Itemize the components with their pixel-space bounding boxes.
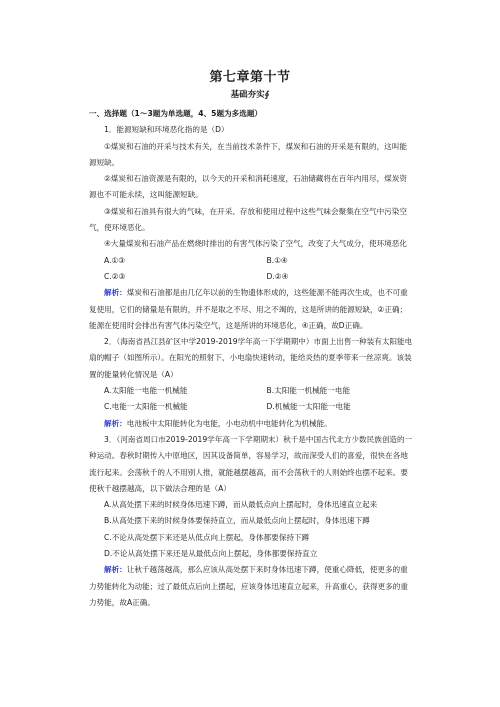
q1-stem: 1．能源短缺和环境恶化指的是（D）: [104, 125, 229, 135]
q2-explanation-label: 解析：: [104, 418, 127, 428]
q1-explanation: [89, 285, 414, 334]
q2-explanation: [89, 416, 414, 432]
q2-option-b: B.太阳能一机械能一电能: [266, 386, 351, 396]
q3-option-b: B.从高处摆下来的时候身体要保持直立，而从最低点向上摆起时，身体迅速下蹲: [104, 516, 370, 526]
q3-option-d: D.不论从高处摆下来还是从最低点向上摆起，身体都要保持直立: [104, 549, 318, 559]
page-subtitle: 基础夯实∮: [230, 90, 270, 100]
q3-explanation-text: 让秋千越荡越高，那么应该从高处摆下来时身体迅速下蹲，使重心降低，使更多的重力势能转化为动能；过了最低点后向上摆起，应该身体迅速直立起来，升高重心，获得更多的重力势能，故A正确。: [89, 565, 408, 607]
q2-options-row-1: [89, 383, 414, 399]
q2-stem: 2．（海南省昌江县矿区中学2019-2019学年高一下学期期中）市面上出售一种装有太阳能电扇的帽子（如图所示）。在阳光的照射下，小电扇快速转动，能给炎热的夏季带来一丝凉爽。该装置的能量转化情况是（A）: [89, 337, 413, 379]
subtitle-glyph: ∮: [264, 90, 270, 100]
page-title: 第七章第十节: [209, 70, 291, 85]
q2-option-d: D.机械能一太阳能一电能: [266, 402, 351, 412]
q1-statement-4: ④大量煤炭和石油产品在燃烧时排出的有害气体污染了空气，改变了大气成分，使环境恶化: [104, 239, 407, 249]
q3-explanation: [89, 562, 414, 611]
question-content: [89, 106, 414, 611]
q1-option-c: C.②③: [104, 271, 126, 281]
section-header: 一、选择题（1～3题为单选题，4、5题为多选题）: [89, 109, 263, 118]
q2-option-a: A.太阳能一电能一机械能: [104, 386, 188, 396]
q1-option-d: D.②④: [266, 271, 289, 281]
q1-explanation-label: 解析：: [104, 288, 127, 298]
q2-options-row-2: [89, 399, 414, 415]
q1-statement-1: ①煤炭和石油的开采与技术有关，在当前技术条件下，煤炭和石油的开采是有限的，这叫能源短缺。: [89, 141, 407, 167]
q1-option-b: B.①④: [266, 255, 288, 265]
q1-statement-2: ②煤炭和石油资源是有限的，以今天的开采和消耗速度，石油储藏将在百年内用尽，煤炭资源也不可能永续，这叫能源短缺。: [89, 174, 407, 200]
q3-stem: 3．（河南省周口市2019-2019学年高一下学期期末）秋千是中国古代北方少数民族创造的一种运动。春秋时期传入中原地区，因其设备简单，容易学习，故而深受人们的喜爱，很快在各地流行起来。会荡秋千的人不用别人推，就能越摆越高，而不会荡秋千的人则始终也摆不起来。要使秋千越摆越高，以下做法合理的是（A）: [89, 434, 413, 493]
q1-option-a: A.①③: [104, 255, 126, 265]
q2-explanation-text: 电池板中太阳能转化为电能，小电动机中电能转化为机械能。: [126, 418, 332, 428]
q1-statement-3: ③煤炭和石油具有很大的气味，在开采、存放和使用过程中这些气味会聚集在空气中污染空气，使环境恶化。: [89, 206, 407, 233]
q1-options-row-2: [89, 269, 414, 285]
q3-option-a: A.从高处摆下来的时候身体迅速下蹲，而从最低点向上摆起时，身体迅速直立起来: [104, 500, 378, 510]
q3-option-c: C.不论从高处摆下来还是从低点向上摆起，身体都要保持下蹲: [104, 532, 310, 542]
q1-options-row-1: [89, 253, 414, 269]
q2-option-c: C.电能一太阳能一机械能: [104, 402, 188, 412]
q1-explanation-text: 煤炭和石油都是由几亿年以前的生物遗体形成的，这些能源不能再次生成，也不可重复使用，它们的储量是有限的，并不是取之不尽、用之不竭的，这是所讲的能源短缺，②正确；能源在使用时会排出有害气体污染空气，这是所讲的环境恶化，④正确，故D正确。: [89, 288, 408, 330]
q3-explanation-label: 解析：: [104, 565, 127, 575]
